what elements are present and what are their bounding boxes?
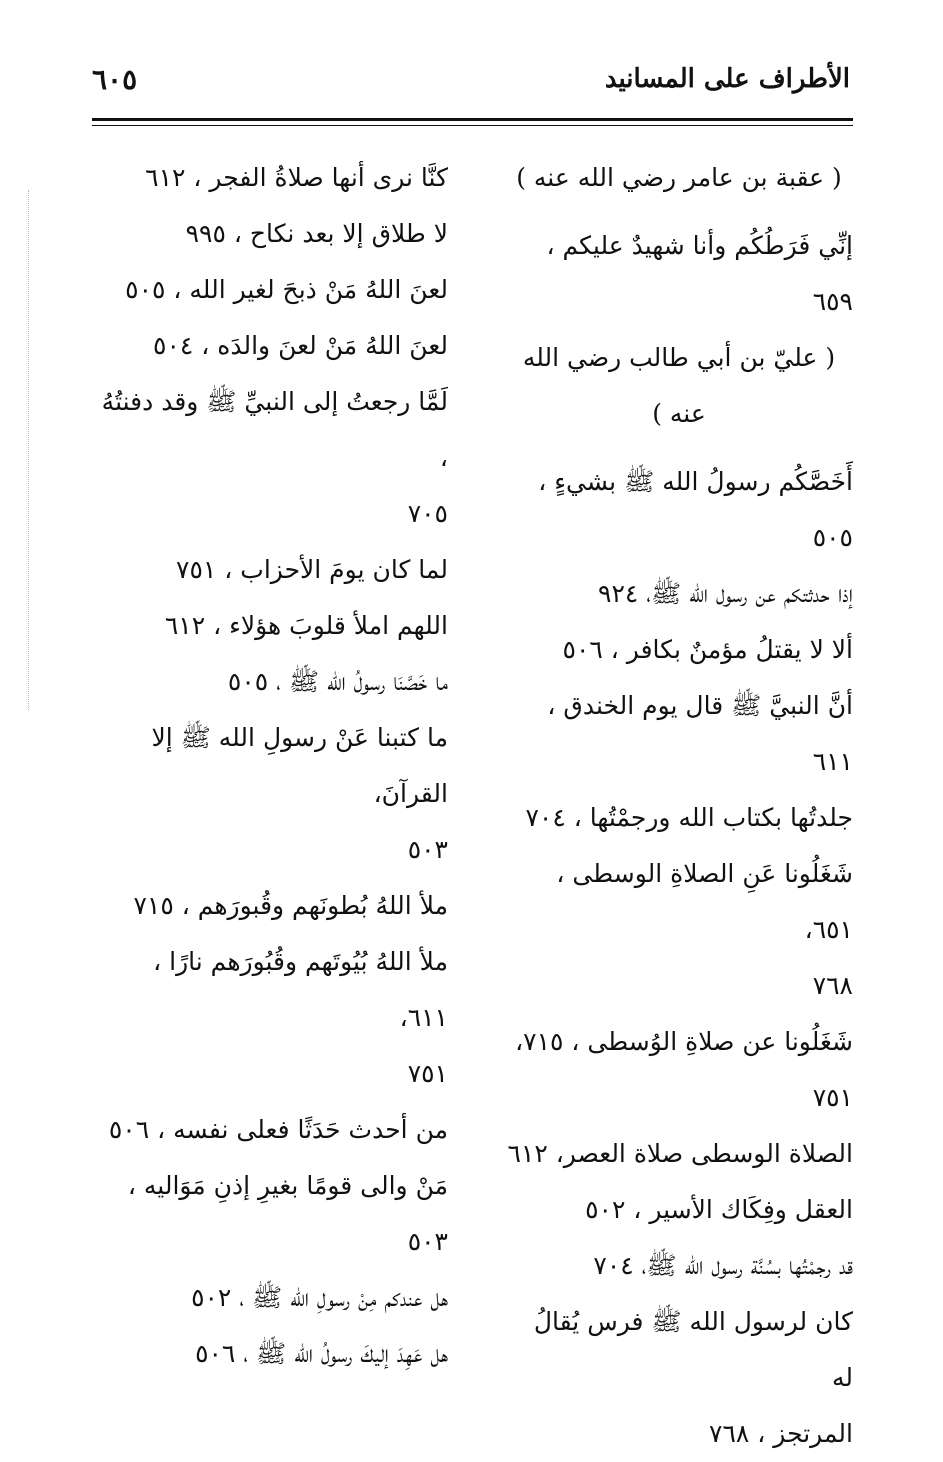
entry-continuation: المرتجز ، ٧٦٨ [709,1419,853,1448]
entry-text: هل عَهِدَ إليكَ رسولُ الله ﷺ ، ٥٠٦ [195,1339,448,1368]
index-entry [505,1294,853,1462]
entry-text: ملأ اللهُ بُيُوتَهم وقُبُورَهم نارًا ، ٦١١، [153,947,448,1032]
entry-continuation: ٧٠٥ [407,499,448,528]
page-header [92,56,850,102]
entry-text: لعنَ اللهُ مَنْ ذبحَ لغير الله ، ٥٠٥ [125,275,448,304]
entry-continuation: ٧٥١ [407,1059,448,1088]
running-title: الأطراف على المسانيد [604,64,850,94]
entry-text: من أحدث حَدَثًا فعلى نفسه ، ٥٠٦ [108,1115,448,1144]
entry-text: هل عندكم مِنْ رسولِ الله ﷺ ، ٥٠٢ [191,1283,448,1312]
entry-continuation: ٧٥١ [812,1083,853,1112]
entry-text: ( عقبة بن عامر رضي الله عنه ) [516,163,842,192]
index-entry [505,846,853,1014]
entry-text: ملأ اللهُ بُطونَهم وقُبورَهم ، ٧١٥ [133,891,448,920]
index-entry [100,1102,448,1158]
entry-text: شَغَلُونا عن صلاةِ الوُسطى ، ٧١٥، [515,1027,853,1056]
entry-text: أنَّ النبيَّ ﷺ قال يوم الخندق ، ٦١١ [547,691,853,776]
index-entry [505,1014,853,1126]
entry-text: شَغَلُونا عَنِ الصلاةِ الوسطى ، ٦٥١، [556,859,853,944]
index-entry [100,710,448,878]
index-entry [505,1126,853,1182]
index-entry [505,1238,853,1294]
index-entry [100,654,448,710]
index-entry [505,678,853,790]
entry-text: ما كتبنا عَنْ رسولِ الله ﷺ إلا القرآنَ، [151,723,448,808]
index-entry [100,150,448,206]
index-entry [505,218,853,330]
entry-text: قد رجمْتُها بسُنَّة رسول الله ﷺ، ٧٠٤ [593,1251,853,1280]
header-rule-thin [92,125,853,126]
entry-continuation: ٥٠٣ [407,835,448,864]
entry-text: اللهم املأ قلوبَ هؤلاء ، ٦١٢ [164,611,448,640]
entry-text: كنَّا نرى أنها صلاةُ الفجر ، ٦١٢ [145,163,448,192]
entry-text: لما كان يومَ الأحزاب ، ٧٥١ [176,555,448,584]
entry-text: كان لرسول الله ﷺ فرس يُقالُ له [533,1307,853,1392]
entry-text: لعنَ اللهُ مَنْ لعنَ والدَه ، ٥٠٤ [153,331,448,360]
index-entry [100,1326,448,1382]
entry-continuation: ٧٦٨ [812,971,853,1000]
index-entry [505,1182,853,1238]
entry-text: ألا لا يقتلُ مؤمنٌ بكافر ، ٥٠٦ [562,635,853,664]
index-entry [100,598,448,654]
index-entry [505,454,853,566]
right-column [505,150,853,1462]
header-rule-thick [92,118,853,121]
index-entry [100,262,448,318]
entry-text: أَخَصَّكُم رسولُ الله ﷺ بشيءٍ ، ٥٠٥ [538,467,853,552]
entry-text: مَنْ والى قومًا بغيرِ إذنِ مَوَاليه ، ٥٠٣ [127,1171,448,1256]
index-entry [100,1158,448,1270]
entry-text: إذا حدثتكم عن رسول الله ﷺ، ٩٢٤ [598,579,853,608]
entry-text: ( عليّ بن أبي طالب رضي الله عنه ) [522,343,836,428]
index-entry [100,542,448,598]
entry-text: لَمَّا رجعتُ إلى النبيِّ ﷺ وقد دفنتُهُ ، [101,387,448,472]
page-number: ٦٠٥ [92,62,138,96]
index-entry [505,790,853,846]
index-entry [100,1270,448,1326]
section-heading [505,330,853,442]
entry-text: الصلاة الوسطى صلاة العصر، ٦١٢ [507,1139,853,1168]
entry-text: إنِّي فَرَطُكُم وأنا شهيدٌ عليكم ، ٦٥٩ [546,231,853,316]
index-entry [505,622,853,678]
index-entry [505,566,853,622]
entry-text: العقل وفِكَاك الأسير ، ٥٠٢ [585,1195,853,1224]
left-column [100,150,448,1382]
entry-text: جلدتُها بكتاب الله ورجمْتُها ، ٧٠٤ [525,803,853,832]
entry-text: لا طلاق إلا بعد نكاح ، ٩٩٥ [185,219,448,248]
index-entry [100,206,448,262]
entry-text: ما خَصَّنَا رسولُ الله ﷺ ، ٥٠٥ [227,667,448,696]
index-entry [100,374,448,542]
index-entry [100,878,448,934]
index-entry [100,318,448,374]
index-entry [100,934,448,1102]
margin-scan-mark [28,190,30,710]
section-heading [505,150,853,206]
